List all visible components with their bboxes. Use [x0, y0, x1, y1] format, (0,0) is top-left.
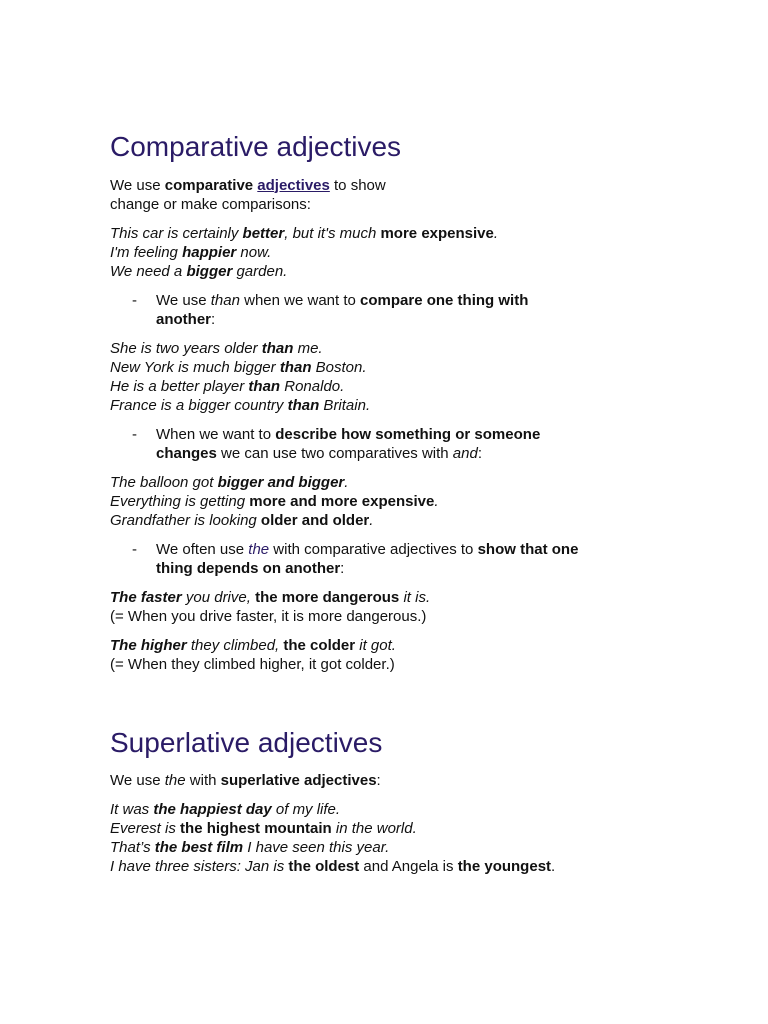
examples-group-4: [110, 588, 670, 626]
dash-bullet: -: [132, 540, 137, 558]
example-sentence: New York is much bigger than Boston.: [110, 358, 367, 376]
example-sentence: The higher they climbed, the colder it got.: [110, 636, 396, 654]
example-sentence: The faster you drive, the more dangerous it is.: [110, 588, 431, 606]
superlative-heading: Superlative adjectives: [110, 726, 383, 758]
examples-group-1: [110, 224, 670, 281]
example-sentence: France is a bigger country than Britain.: [110, 396, 371, 414]
example-sentence: This car is certainly better, but it's much more expensive.: [110, 224, 499, 242]
rule-item: - We use than when we want to compare one thing with another:: [132, 291, 529, 328]
example-sentence: Everest is the highest mountain in the world.: [110, 820, 417, 838]
comparative-intro-line1: We use comparative adjectives to show: [110, 176, 386, 194]
rule-list-1: [110, 291, 670, 329]
example-sentence: We need a bigger garden.: [110, 262, 288, 280]
comparative-heading: Comparative adjectives: [110, 131, 402, 162]
examples-group-2: [110, 339, 670, 415]
example-sentence: The balloon got bigger and bigger.: [110, 473, 349, 491]
example-sentence: Everything is getting more and more expensive.: [110, 492, 439, 510]
rule-item: - We often use the with comparative adjectives to show that one thing depends on another:: [132, 540, 579, 577]
example-sentence: That’s the best film I have seen this year.: [110, 839, 390, 857]
examples-group-5: [110, 636, 670, 674]
dash-bullet: -: [132, 291, 137, 309]
dash-bullet: -: [132, 425, 137, 443]
rule-item: - When we want to describe how something or someone changes we can use two comparatives with and:: [132, 425, 541, 462]
adjectives-link[interactable]: adjectives: [257, 176, 330, 194]
document-content: [110, 130, 670, 876]
example-explanation: (= When they climbed higher, it got colder.): [110, 655, 395, 673]
example-explanation: (= When you drive faster, it is more dangerous.): [110, 607, 427, 625]
superlative-intro: We use the with superlative adjectives:: [110, 772, 381, 790]
rule-list-2: [110, 425, 670, 463]
example-sentence: Grandfather is looking older and older.: [110, 511, 374, 529]
comparative-intro-line2: change or make comparisons:: [110, 195, 311, 213]
example-sentence: I have three sisters: Jan is the oldest and Angela is the youngest.: [110, 858, 556, 876]
example-sentence: I'm feeling happier now.: [110, 243, 272, 261]
example-sentence: It was the happiest day of my life.: [110, 801, 341, 819]
superlative-examples: [110, 800, 670, 876]
example-sentence: She is two years older than me.: [110, 339, 323, 357]
rule-list-3: [110, 540, 670, 578]
example-sentence: He is a better player than Ronaldo.: [110, 377, 345, 395]
examples-group-3: [110, 473, 670, 530]
